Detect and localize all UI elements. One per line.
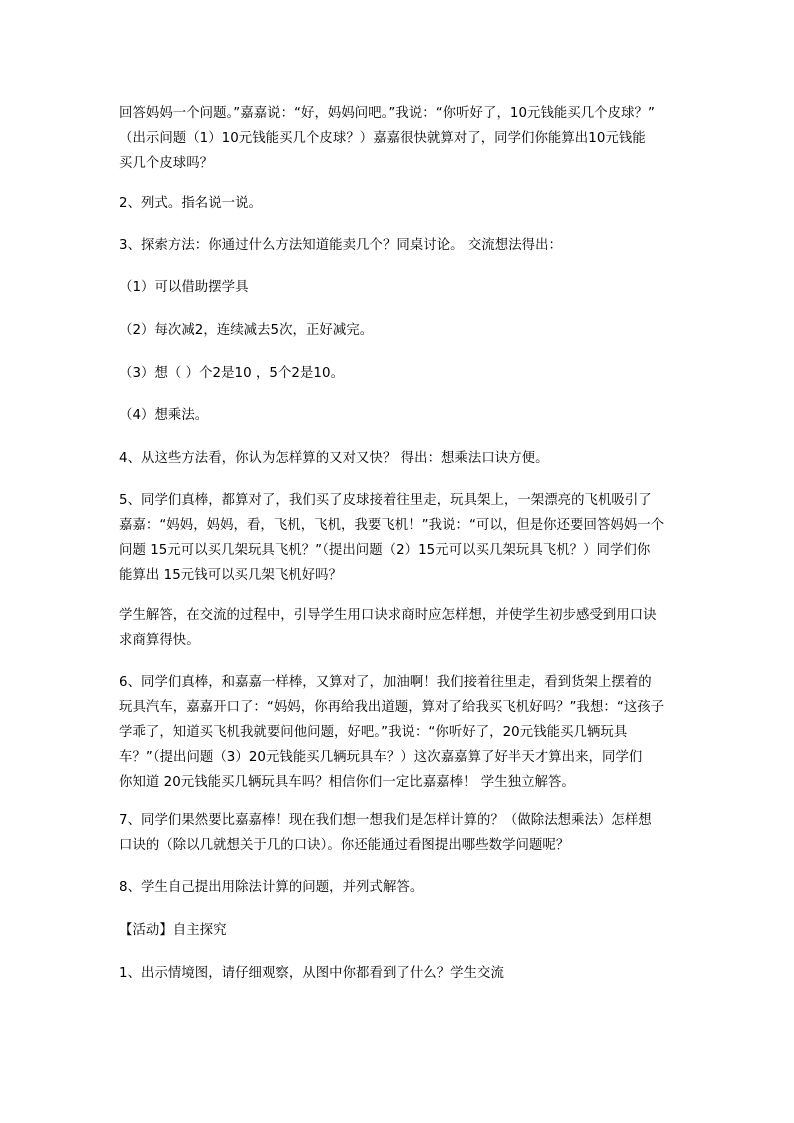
text-line: 回答妈妈一个问题。”嘉嘉说：“好，妈妈问吧。”我说：“你听好了，10元钱能买几个皮球？” [119, 106, 655, 121]
paragraph-story-question-1 [119, 101, 679, 176]
text-line: 1、出示情境图，请仔细观察，从图中你都看到了什么？学生交流 [119, 966, 504, 981]
text-line: 买几个皮球吗？ [119, 156, 214, 171]
text-line: 5、同学们真棒，都算对了，我们买了皮球接着往里走，玩具架上，一架漂亮的飞机吸引了 [119, 493, 652, 508]
paragraph-method-3 [119, 361, 679, 386]
text-line: 学乖了，知道买飞机我就要问他问题，好吧。”我说：“你听好了，20元钱能买几辆玩具 [119, 725, 628, 740]
text-line: 车？”（提出问题（3）20元钱能买几辆玩具车？）这次嘉嘉算了好半天才算出来，同学们 [119, 750, 643, 765]
paragraph-step-2 [119, 191, 679, 216]
paragraph-step-5 [119, 488, 679, 588]
text-line: 求商算得快。 [119, 633, 200, 648]
paragraph-step-3 [119, 233, 679, 258]
text-line: 6、同学们真棒，和嘉嘉一样棒，又算对了，加油啊！我们接着往里走，看到货架上摆着的 [119, 675, 652, 690]
text-line: 你知道 20元钱能买几辆玩具车吗？相信你们一定比嘉嘉棒！ 学生独立解答。 [119, 775, 575, 790]
paragraph-method-2 [119, 318, 679, 343]
text-line: （1）可以借助摆学具 [119, 280, 249, 295]
text-line: 【活动】自主探究 [119, 923, 227, 938]
text-line: 2、列式。指名说一说。 [119, 196, 262, 211]
paragraph-activity-step-1 [119, 961, 679, 986]
text-line: 能算出 15元钱可以买几架飞机好吗？ [119, 568, 343, 583]
text-line: （4）想乘法。 [119, 408, 209, 423]
paragraph-step-7 [119, 808, 679, 858]
text-line: （3）想（ ）个2是10 ，5个2是10。 [119, 366, 345, 381]
paragraph-student-answer [119, 603, 679, 653]
section-heading-activity [119, 918, 679, 943]
text-line: （2）每次减2，连续减去5次，正好减完。 [119, 323, 374, 338]
text-line: （出示问题（1）10元钱能买几个皮球？）嘉嘉很快就算对了，同学们你能算出10元钱能 [119, 131, 646, 146]
text-line: 4、从这些方法看，你认为怎样算的又对又快？ 得出：想乘法口诀方便。 [119, 451, 549, 466]
text-line: 8、学生自己提出用除法计算的问题，并列式解答。 [119, 880, 424, 895]
paragraph-method-4 [119, 403, 679, 428]
paragraph-step-8 [119, 875, 679, 900]
text-line: 嘉嘉：“妈妈，妈妈，看，飞机，飞机，我要飞机！”我说：“可以，但是你还要回答妈妈一个 [119, 518, 665, 533]
paragraph-step-4 [119, 446, 679, 471]
paragraph-method-1 [119, 275, 679, 300]
text-line: 学生解答，在交流的过程中，引导学生用口诀求商时应怎样想，并使学生初步感受到用口诀 [119, 608, 657, 623]
text-line: 3、探索方法：你通过什么方法知道能卖几个？同桌讨论。 交流想法得出： [119, 238, 562, 253]
text-line: 7、同学们果然要比嘉嘉棒！现在我们想一想我们是怎样计算的？（做除法想乘法）怎样想 [119, 813, 652, 828]
text-line: 玩具汽车，嘉嘉开口了：“妈妈，你再给我出道题，算对了给我买飞机好吗？”我想：“这孩子 [119, 700, 665, 715]
paragraph-step-6 [119, 670, 679, 795]
text-line: 问题 15元可以买几架玩具飞机？”（提出问题（2）15元可以买几架玩具飞机？）同学们你 [119, 543, 651, 558]
text-line: 口诀的（除以几就想关于几的口诀）。你还能通过看图提出哪些数学问题呢？ [119, 838, 570, 853]
